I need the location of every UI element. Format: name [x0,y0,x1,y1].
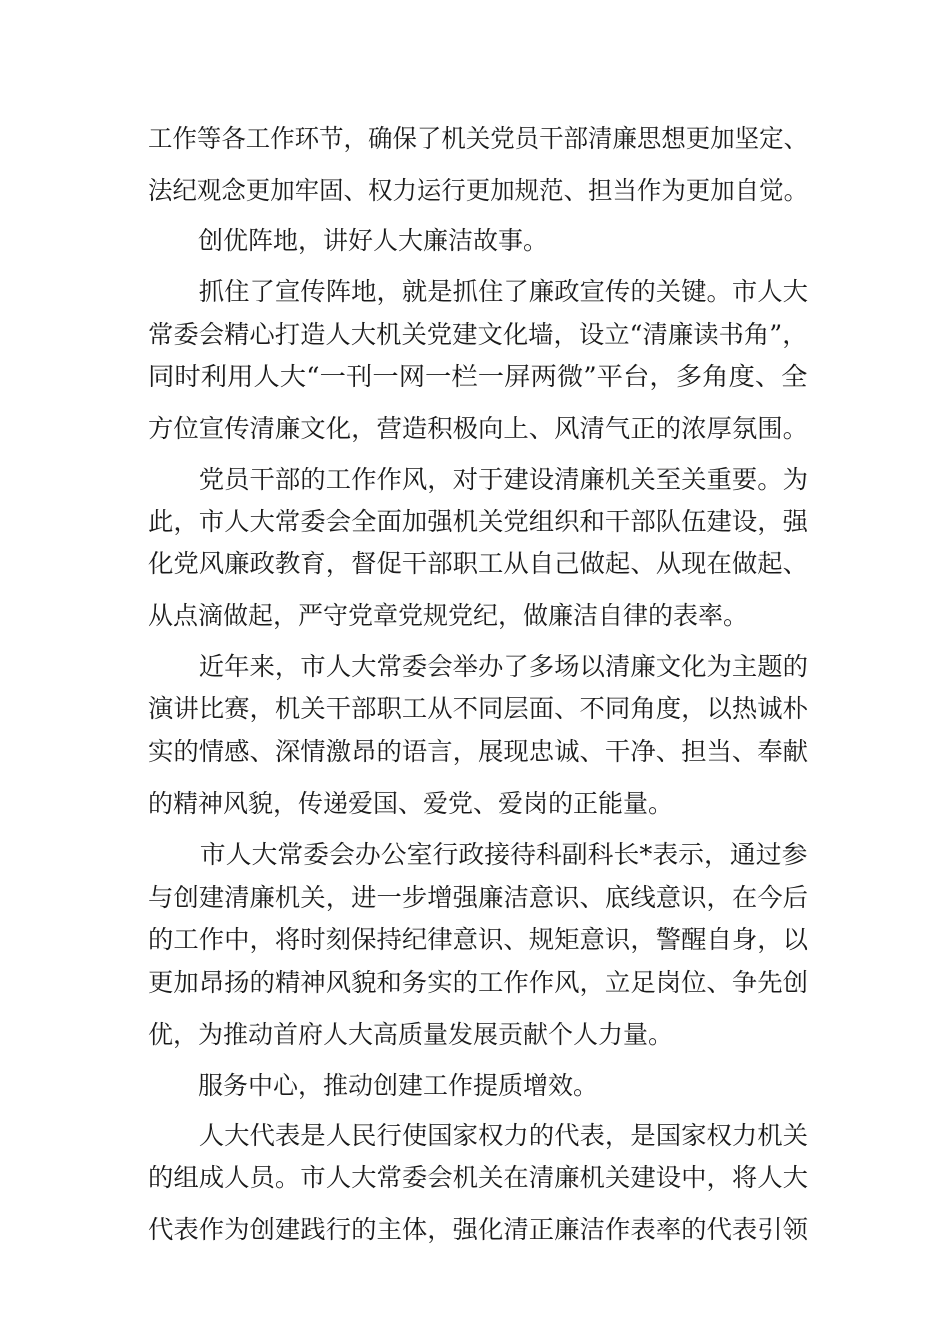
text-line: 的工作中，将时刻保持纪律意识、规矩意识，警醒自身，以 [148,925,809,954]
text-line: 方位宣传清廉文化，营造积极向上、风清气正的浓厚氛围。 [148,414,809,443]
section-lead: 服务中心，推动创建工作提质增效。 [148,1071,599,1100]
text-line: 工作等各工作环节，确保了机关党员干部清廉思想更加坚定、 [148,124,809,153]
text-line: 化党风廉政教育，督促干部职工从自己做起、从现在做起、 [148,549,809,578]
text-line: 优，为推动首府人大高质量发展贡献个人力量。 [148,1020,674,1049]
text-line: 代表作为创建践行的主体，强化清正廉洁作表率的代表引领 [148,1215,809,1244]
text-line: 近年来，市人大常委会举办了多场以清廉文化为主题的 [148,652,809,681]
text-line: 抓住了宣传阵地，就是抓住了廉政宣传的关键。市人大 [148,277,809,306]
text-line: 人大代表是人民行使国家权力的代表，是国家权力机关 [148,1121,809,1150]
text-line: 党员干部的工作作风，对于建设清廉机关至关重要。为 [148,465,809,494]
text-line: 同时利用人大“一刊一网一栏一屏两微”平台，多角度、全 [148,362,808,391]
text-line: 的组成人员。市人大常委会机关在清廉机关建设中，将人大 [148,1163,809,1192]
text-line: 的精神风貌，传递爱国、爱党、爱岗的正能量。 [148,789,674,818]
text-line: 演讲比赛，机关干部职工从不同层面、不同角度，以热诚朴 [148,694,809,723]
text-line: 从点滴做起，严守党章党规党纪，做廉洁自律的表率。 [148,601,749,630]
text-line: 法纪观念更加牢固、权力运行更加规范、担当作为更加自觉。 [148,176,809,205]
section-lead: 创优阵地，讲好人大廉洁故事。 [148,226,549,255]
text-line: 市人大常委会办公室行政接待科副科长*表示，通过参 [148,840,808,869]
text-line: 更加昂扬的精神风貌和务实的工作作风，立足岗位、争先创 [148,968,809,997]
text-line: 此，市人大常委会全面加强机关党组织和干部队伍建设，强 [148,507,809,536]
text-line: 与创建清廉机关，进一步增强廉洁意识、底线意识，在今后 [148,883,809,912]
text-line: 实的情感、深情激昂的语言，展现忠诚、干净、担当、奉献 [148,737,809,766]
text-line: 常委会精心打造人大机关党建文化墙，设立“清廉读书角”， [148,320,808,349]
